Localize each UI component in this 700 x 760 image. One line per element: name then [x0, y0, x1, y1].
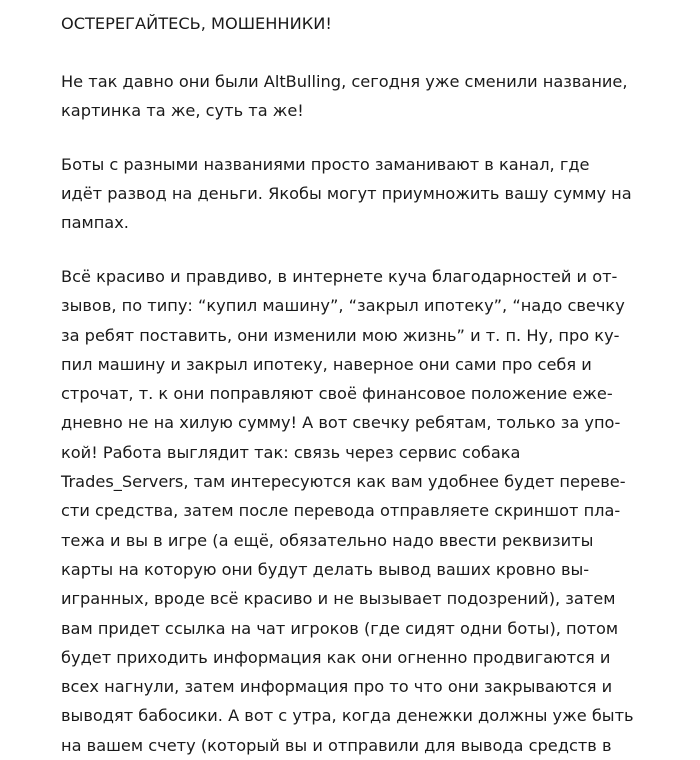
text-line: Не так давно они были AltBulling, сегодня уже сменили название, [61, 72, 628, 91]
text-line: кой! Работа выглядит так: связь через сервис собака [61, 442, 521, 462]
text-line: зывов, по типу: “купил машину”, “закрыл ипотеку”, “надо свечку [61, 296, 625, 316]
text-line: Всё красиво и правдиво, в интернете куча благодарностей и от- [61, 267, 618, 286]
text-line: Боты с разными названиями просто заманивают в канал, где [61, 155, 590, 174]
text-line: Trades_Servers, там интересуются как вам удобнее будет переве- [61, 472, 626, 492]
text-line: пил машину и закрыл ипотеку, наверное они сами про себя и [61, 354, 592, 374]
text-line: выводят бабосики. А вот с утра, когда денежки должны уже быть [61, 706, 634, 726]
paragraph-bots [61, 150, 661, 237]
text-line: ОСТЕРЕГАЙТЕСЬ, МОШЕННИКИ! [61, 14, 332, 33]
text-line: всех нагнули, затем информация про то что они закрываются и [61, 677, 613, 697]
text-line: пампах. [61, 213, 129, 232]
text-line: картинка та же, суть та же! [61, 101, 304, 120]
text-line: на вашем счету (который вы и отправили для вывода средств в [61, 735, 612, 755]
paragraph-renamed [61, 67, 661, 125]
text-line: будет приходить информация как они огненно продвигаются и [61, 647, 611, 667]
paragraph-scheme [61, 262, 661, 760]
heading-paragraph [61, 9, 661, 39]
text-line: карты на которую они будут делать вывод ваших кровно вы- [61, 559, 590, 579]
text-line: за ребят поставить, они изменили мою жизнь” и т. п. Ну, про ку- [61, 325, 620, 345]
text-line: идёт развод на деньги. Якобы могут приумножить вашу сумму на [61, 184, 632, 203]
text-line: сти средства, затем после перевода отправляете скриншот пла- [61, 501, 621, 521]
text-line: строчат, т. к они поправляют своё финансовое положение еже- [61, 384, 613, 404]
text-line: игранных, вроде всё красиво и не вызывает подозрений), затем [61, 589, 616, 609]
text-line: тежа и вы в игре (а ещё, обязательно надо ввести реквизиты [61, 530, 594, 550]
text-line: вам придет ссылка на чат игроков (где сидят одни боты), потом [61, 618, 619, 638]
text-line: дневно не на хилую сумму! А вот свечку ребятам, только за упо- [61, 413, 621, 433]
